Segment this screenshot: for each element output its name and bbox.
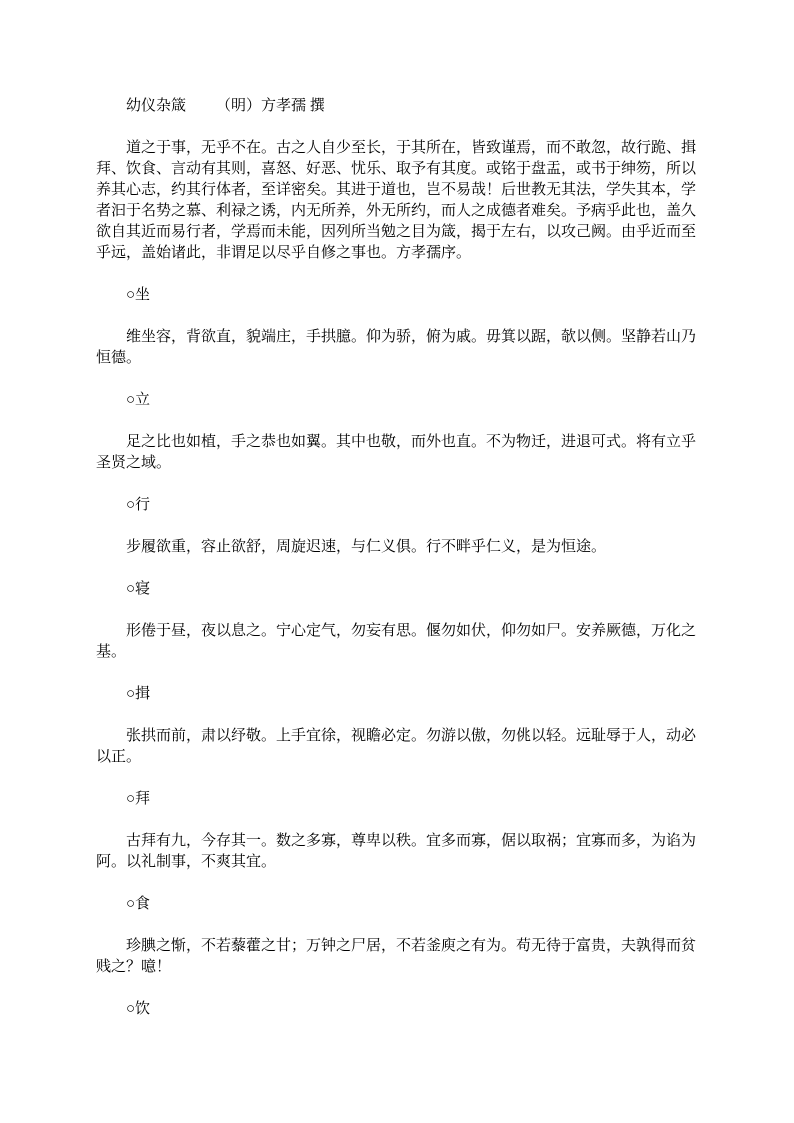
section-body-zuo: 维坐容，背欲直，貌端庄，手拱臆。仰为骄，俯为戚。毋箕以踞，欹以侧。坚静若山乃恒德。 bbox=[96, 329, 697, 366]
document-title: 幼仪杂箴 bbox=[126, 98, 187, 114]
section-heading-shi: ○食 bbox=[126, 896, 151, 912]
section-heading-bai: ○拜 bbox=[126, 791, 151, 807]
section-heading-yin: ○饮 bbox=[126, 1001, 151, 1017]
section-heading-qin: ○寝 bbox=[126, 581, 151, 597]
section-body-li: 足之比也如植，手之恭也如翼。其中也敬，而外也直。不为物迁，进退可式。将有立乎圣贤之域。 bbox=[96, 434, 697, 471]
section-heading-li: ○立 bbox=[126, 392, 151, 408]
preface-paragraph: 道之于事，无乎不在。古之人自少至长，于其所在，皆致谨焉，而不敢忽，故行跪、揖拜、饮食、言动有其则，喜怒、好恶、忧乐、取予有其度。或铭于盘盂，或书于绅笏，所以养其心志，约其行体者，至详密矣。其进于道也，岂不易哉！后世教无其法，学失其本，学者汩于名势之慕、利禄之诱，内无所养，外无所约，而人之成德者难矣。予病乎此也，盖久欲自其近而易行者，学焉而未能，因列所当勉之目为箴，揭于左右，以攻己阙。由乎近而至乎远，盖始诸此，非谓足以尽乎自修之事也。方孝孺序。 bbox=[96, 140, 697, 261]
document-header bbox=[96, 96, 698, 117]
section-body-shi: 珍腆之惭，不若藜藿之甘；万钟之尸居，不若釜庾之有为。苟无待于富贵，夫孰得而贫贱之？噫！ bbox=[96, 938, 697, 975]
document-author: （明）方孝孺 撰 bbox=[216, 98, 325, 114]
section-body-qin: 形倦于昼，夜以息之。宁心定气，勿妄有思。偃勿如伏，仰勿如尸。安养厥德，万化之基。 bbox=[96, 623, 697, 660]
section-heading-yi: ○揖 bbox=[126, 686, 151, 702]
section-body-yi: 张拱而前，肃以纾敬。上手宜徐，视瞻必定。勿游以傲，勿佻以轻。远耻辱于人，动必以正。 bbox=[96, 728, 697, 765]
section-body-bai: 古拜有九，今存其一。数之多寡，尊卑以秩。宜多而寡，倨以取祸；宜寡而多，为谄为阿。以礼制事，不爽其宜。 bbox=[96, 833, 697, 870]
section-heading-xing: ○行 bbox=[126, 497, 151, 513]
section-body-xing: 步履欲重，容止欲舒，周旋迟速，与仁义俱。行不畔乎仁义，是为恒途。 bbox=[126, 539, 607, 555]
section-heading-zuo: ○坐 bbox=[126, 287, 151, 303]
